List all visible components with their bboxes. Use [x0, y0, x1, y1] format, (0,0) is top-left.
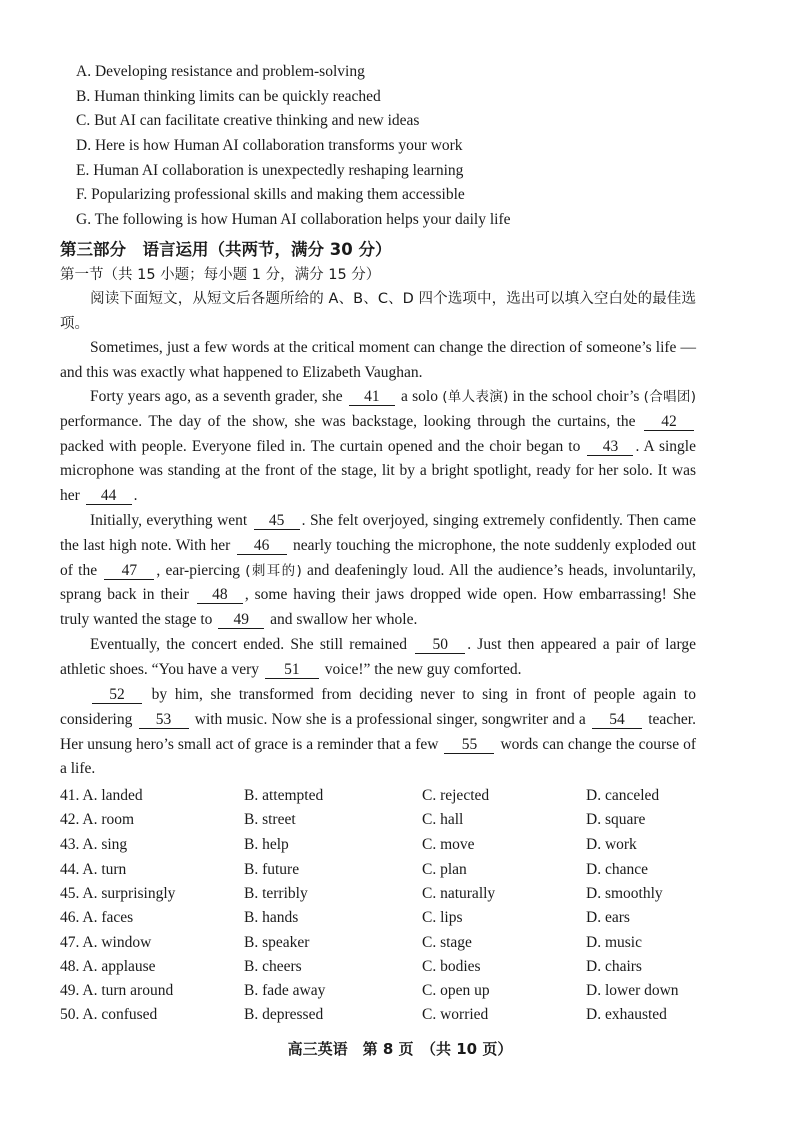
option-c: C. naturally: [422, 885, 496, 902]
option-a: 41. A. landed: [60, 787, 143, 804]
option-b: B. fade away: [244, 982, 326, 999]
passage-text: .: [133, 487, 138, 505]
blank-48: 48: [197, 586, 243, 604]
option-c: C. rejected: [422, 787, 490, 804]
instruction-text: 阅读下面短文，从短文后各题所给的 A、B、C、D 四个选项中，选出可以填入空白处的最佳选项。: [60, 291, 696, 332]
option-d: D. music: [586, 934, 642, 951]
option-d: D. ears: [586, 909, 630, 926]
option-line: E. Human AI collaboration is unexpectedly reshaping learning: [76, 162, 464, 179]
question-row: [60, 956, 760, 980]
option-b: B. attempted: [244, 787, 324, 804]
blank-52: 52: [92, 686, 142, 704]
blank-54: 54: [592, 711, 642, 729]
blank-47: 47: [104, 562, 154, 580]
passage-text: with music. Now she is a professional singer, songwriter and a: [190, 710, 591, 728]
blank-49: 49: [218, 611, 264, 629]
passage-text: Initially, everything went: [90, 512, 252, 529]
option-a: 44. A. turn: [60, 861, 127, 878]
option-a: 42. A. room: [60, 811, 135, 828]
passage-text: . Just then appeared a pair of large athletic shoes. “You have a very: [60, 636, 696, 678]
passage-text: and deafeningly loud. All the audience’s heads, involuntarily, sprang back in their: [60, 561, 696, 604]
option-d: D. chairs: [586, 958, 642, 975]
option-b: B. cheers: [244, 958, 302, 975]
option-line: B. Human thinking limits can be quickly reached: [76, 88, 381, 105]
option-c: C. bodies: [422, 958, 481, 975]
passage-text: . She felt overjoyed, singing extremely confidently. Then came the last high note. With her: [60, 512, 697, 554]
question-row: [60, 859, 760, 883]
blank-42: 42: [644, 413, 694, 431]
passage-text: Sometimes, just a few words at the critical moment can change the direction of someone’s life — and this was exactly what happened to Elizabeth Vaughan.: [60, 339, 696, 381]
option-d: D. work: [586, 836, 637, 853]
option-d: D. canceled: [586, 787, 660, 804]
option-c: C. stage: [422, 934, 472, 951]
chinese-gloss: (合唱团): [643, 389, 696, 405]
passage-text: , ear-piercing: [156, 561, 246, 579]
option-b: B. hands: [244, 909, 299, 926]
option-d: D. exhausted: [586, 1006, 667, 1023]
option-b: B. terribly: [244, 885, 308, 902]
option-b: B. street: [244, 811, 296, 828]
chinese-gloss: (刺耳的): [245, 562, 302, 579]
passage-text: and swallow her whole.: [266, 611, 418, 629]
option-c: C. hall: [422, 811, 464, 828]
question-row: [60, 907, 760, 931]
passage-paragraph-2: [60, 385, 696, 509]
option-c: C. lips: [422, 909, 463, 926]
passage-text: voice!” the new guy comforted.: [320, 660, 522, 678]
passage-text: nearly touching the microphone, the note suddenly exploded out of the: [60, 536, 696, 579]
option-b: B. help: [244, 836, 289, 853]
option-c: C. plan: [422, 861, 467, 878]
page-footer: 高三英语 第 8 页 （共 10 页）: [287, 1040, 513, 1058]
passage-text: Forty years ago, as a seventh grader, she: [90, 388, 347, 405]
passage-paragraph-4: [60, 633, 696, 683]
option-line: A. Developing resistance and problem-solving: [76, 63, 365, 80]
option-b: B. speaker: [244, 934, 310, 951]
question-row: [60, 883, 760, 907]
option-line: G. The following is how Human AI collaboration helps your daily life: [76, 211, 511, 228]
question-row: [60, 980, 760, 1004]
question-row: [60, 809, 760, 833]
option-b: B. depressed: [244, 1006, 324, 1023]
passage-text: . A single microphone was standing at the front of the stage, lit by a bright spotlight, ready for her solo. It was her: [60, 437, 696, 505]
section-title: 第三部分 语言运用（共两节，满分 30 分）: [60, 240, 392, 259]
chinese-gloss: (单人表演): [442, 389, 509, 405]
passage-paragraph-3: [60, 509, 696, 633]
passage-text: words can change the course of a life.: [60, 735, 696, 778]
blank-45: 45: [254, 512, 300, 530]
option-line: F. Popularizing professional skills and making them accessible: [76, 186, 465, 203]
option-d: D. square: [586, 811, 646, 828]
passage-text: a solo: [396, 388, 443, 405]
option-c: C. move: [422, 836, 475, 853]
blank-50: 50: [415, 636, 465, 654]
passage-text: Eventually, the concert ended. She still remained: [90, 636, 414, 653]
option-a: 45. A. surprisingly: [60, 885, 176, 902]
blank-46: 46: [237, 537, 287, 555]
blank-41: 41: [349, 388, 395, 406]
option-a: 48. A. applause: [60, 958, 156, 975]
question-row: [60, 932, 760, 956]
passage-text: by him, she transformed from deciding never to sing in front of people again to considering: [60, 686, 696, 728]
passage-text: , some having their jaws dropped wide open. How embarrassing! She truly wanted the stage to: [60, 586, 696, 629]
option-c: C. open up: [422, 982, 490, 999]
question-row: [60, 785, 760, 809]
option-a: 43. A. sing: [60, 836, 128, 853]
blank-51: 51: [265, 661, 319, 679]
option-c: C. worried: [422, 1006, 489, 1023]
question-row: [60, 834, 760, 858]
option-a: 50. A. confused: [60, 1006, 158, 1023]
blank-55: 55: [444, 736, 494, 754]
passage-paragraph-1: [60, 336, 696, 386]
option-b: B. future: [244, 861, 300, 878]
passage-text: performance. The day of the show, she was backstage, looking through the curtains, the: [60, 412, 642, 430]
option-a: 49. A. turn around: [60, 982, 174, 999]
option-line: C. But AI can facilitate creative thinking and new ideas: [76, 112, 420, 129]
option-d: D. chance: [586, 861, 648, 878]
section-subtitle: 第一节（共 15 小题；每小题 1 分，满分 15 分）: [60, 267, 381, 283]
blank-44: 44: [86, 487, 132, 505]
passage-text: teacher. Her unsung hero’s small act of grace is a reminder that a few: [60, 710, 696, 753]
passage-text: packed with people. Everyone filed in. The curtain opened and the choir began to: [60, 437, 586, 455]
blank-53: 53: [139, 711, 189, 729]
blank-43: 43: [587, 438, 633, 456]
option-a: 46. A. faces: [60, 909, 134, 926]
option-line: D. Here is how Human AI collaboration transforms your work: [76, 137, 463, 154]
question-row: [60, 1004, 760, 1028]
option-a: 47. A. window: [60, 934, 152, 951]
option-d: D. lower down: [586, 982, 679, 999]
passage-paragraph-5: [60, 683, 696, 782]
option-d: D. smoothly: [586, 885, 663, 902]
instruction-paragraph: [60, 287, 696, 337]
passage-text: in the school choir’s: [508, 388, 644, 405]
